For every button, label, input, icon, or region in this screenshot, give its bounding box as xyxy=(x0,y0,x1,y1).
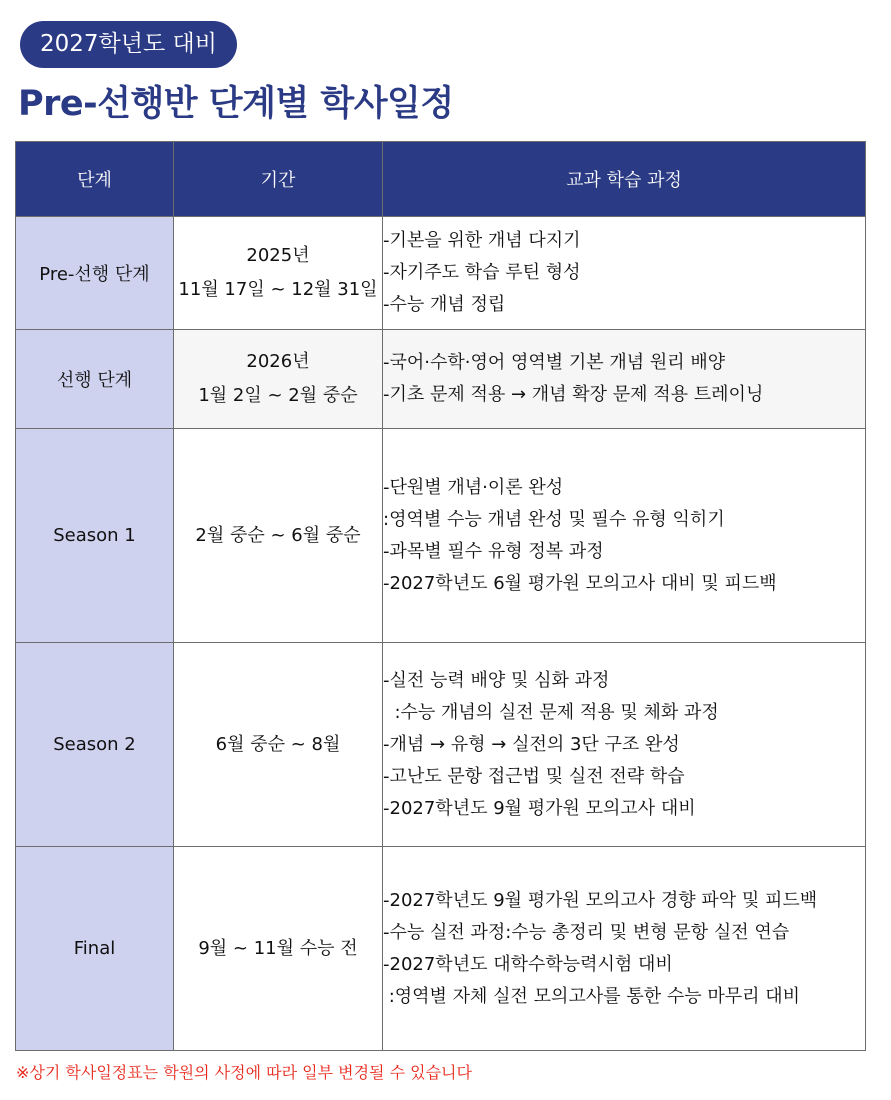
column-header-period: 기간 xyxy=(174,142,383,217)
period-cell xyxy=(174,429,383,643)
curriculum-line: -2027학년도 9월 평가원 모의고사 경향 파악 및 피드백 xyxy=(383,889,818,911)
curriculum-line: -2027학년도 6월 평가원 모의고사 대비 및 피드백 xyxy=(383,572,777,594)
period-cell xyxy=(174,217,383,330)
year-badge: 2027학년도 대비 xyxy=(20,21,237,68)
column-header-stage: 단계 xyxy=(16,142,174,217)
period-line: 1월 2일 ~ 2월 중순 xyxy=(198,385,358,406)
curriculum-cell xyxy=(383,217,866,330)
schedule-table xyxy=(15,141,866,1051)
curriculum-line: -기초 문제 적용 → 개념 확장 문제 적용 트레이닝 xyxy=(383,384,764,405)
stage-cell: 선행 단계 xyxy=(16,330,174,429)
period-line: 2026년 xyxy=(246,351,310,372)
page-title: Pre-선행반 단계별 학사일정 xyxy=(18,84,454,124)
period-cell xyxy=(174,847,383,1051)
period-line: 9월 ~ 11월 수능 전 xyxy=(198,937,358,959)
curriculum-line: :영역별 자체 실전 모의고사를 통한 수능 마무리 대비 xyxy=(383,985,800,1007)
curriculum-line: -개념 → 유형 → 실전의 3단 구조 완성 xyxy=(383,733,680,755)
curriculum-line: -실전 능력 배양 및 심화 과정 xyxy=(383,669,610,691)
period-line: 6월 중순 ~ 8월 xyxy=(215,733,341,755)
curriculum-line: -기본을 위한 개념 다지기 xyxy=(383,230,581,251)
table-row xyxy=(16,330,866,429)
period-line: 11월 17일 ~ 12월 31일 xyxy=(178,279,378,300)
curriculum-line: :영역별 수능 개념 완성 및 필수 유형 익히기 xyxy=(383,508,725,530)
period-line: 2월 중순 ~ 6월 중순 xyxy=(195,524,361,546)
curriculum-line: -수능 개념 정립 xyxy=(383,294,506,315)
curriculum-line: -2027학년도 대학수학능력시험 대비 xyxy=(383,953,673,975)
stage-cell: Season 2 xyxy=(16,643,174,847)
curriculum-cell xyxy=(383,847,866,1051)
stage-cell: Final xyxy=(16,847,174,1051)
curriculum-line: -국어·수학·영어 영역별 기본 개념 원리 배양 xyxy=(383,352,726,373)
curriculum-line: :수능 개념의 실전 문제 적용 및 체화 과정 xyxy=(383,701,719,723)
table-header-row xyxy=(16,142,866,217)
period-line: 2025년 xyxy=(246,245,310,266)
curriculum-line: -자기주도 학습 루틴 형성 xyxy=(383,262,581,283)
footnote: ※상기 학사일정표는 학원의 사정에 따라 일부 변경될 수 있습니다 xyxy=(16,1063,472,1082)
curriculum-line: -단원별 개념·이론 완성 xyxy=(383,476,564,498)
table-row xyxy=(16,643,866,847)
curriculum-line: -고난도 문항 접근법 및 실전 전략 학습 xyxy=(383,765,685,787)
curriculum-cell xyxy=(383,429,866,643)
curriculum-line: -과목별 필수 유형 정복 과정 xyxy=(383,540,604,562)
table-row xyxy=(16,217,866,330)
period-cell xyxy=(174,643,383,847)
period-cell xyxy=(174,330,383,429)
table-row xyxy=(16,429,866,643)
curriculum-line: -2027학년도 9월 평가원 모의고사 대비 xyxy=(383,797,696,819)
table-row xyxy=(16,847,866,1051)
curriculum-cell xyxy=(383,330,866,429)
curriculum-line: -수능 실전 과정:수능 총정리 및 변형 문항 실전 연습 xyxy=(383,921,790,943)
curriculum-cell xyxy=(383,643,866,847)
column-header-curriculum: 교과 학습 과정 xyxy=(383,142,866,217)
stage-cell: Season 1 xyxy=(16,429,174,643)
stage-cell: Pre-선행 단계 xyxy=(16,217,174,330)
